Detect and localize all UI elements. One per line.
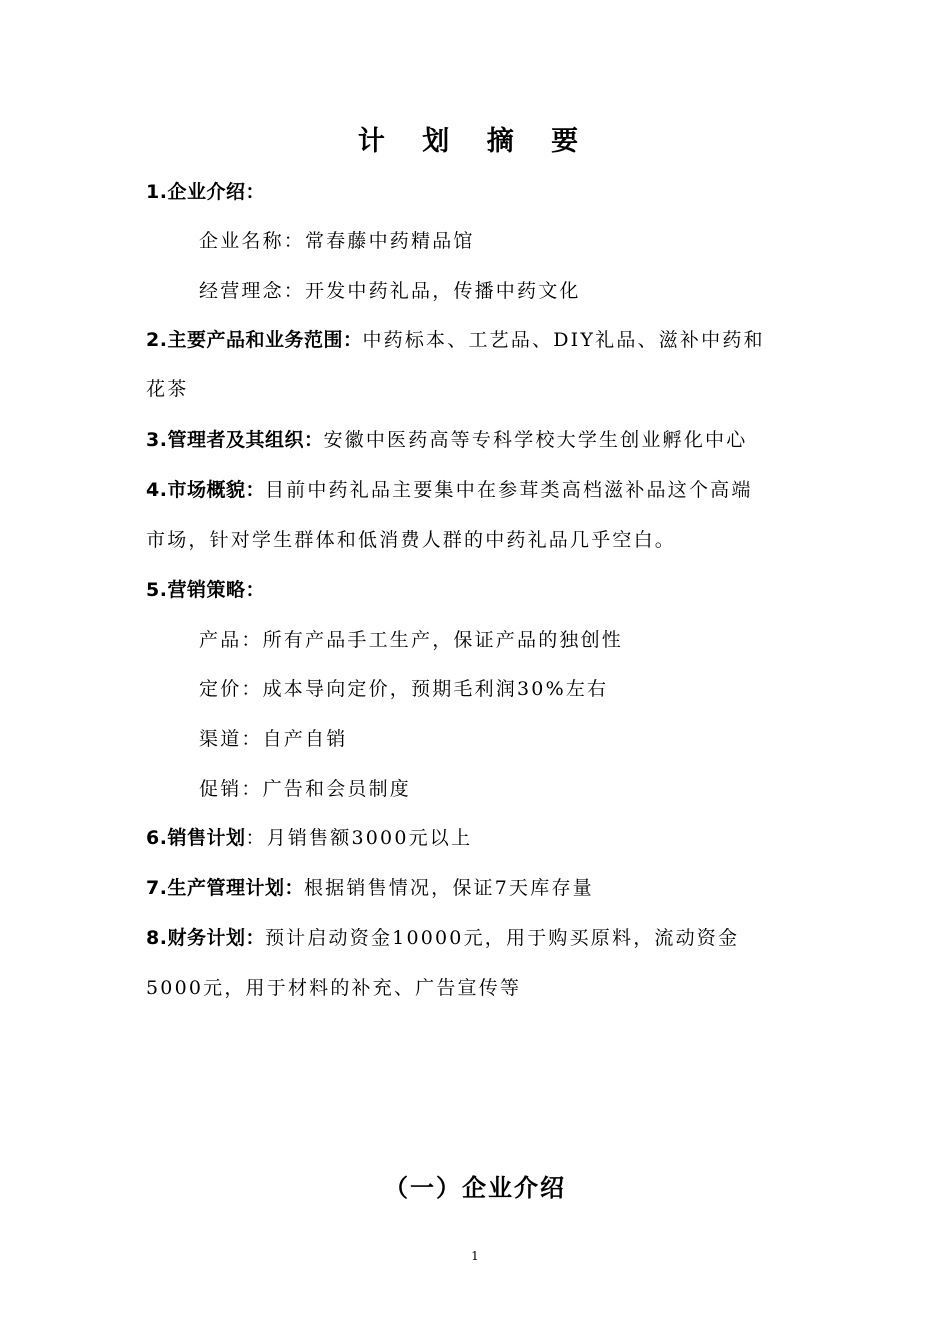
item-label: 6.销售计划 <box>146 827 246 849</box>
item-text: 预计启动资金10000元，用于购买原料，流动资金 <box>264 927 740 949</box>
financial-plan-continued: 5000元，用于材料的补充、广告宣传等 <box>146 977 522 999</box>
item-financial-plan <box>146 923 739 953</box>
item-text: 安徽中医药高等专科学校大学生创业孵化中心 <box>323 429 748 451</box>
market-overview-continued: 市场，针对学生群体和低消费人群的中药礼品几乎空白。 <box>146 529 677 551</box>
item-text: 目前中药礼品主要集中在参茸类高档滋补品这个高端 <box>264 479 753 501</box>
item-products-scope <box>146 325 765 355</box>
item-management-org <box>146 425 747 455</box>
business-philosophy-line: 经营理念：开发中药礼品，传播中药文化 <box>199 280 581 302</box>
item-label: 4.市场概貌： <box>146 479 265 501</box>
strategy-promotion-line: 促销：广告和会员制度 <box>199 778 412 800</box>
item-label: 5.营销策略： <box>146 579 265 601</box>
item-text: 根据销售情况，保证7天库存量 <box>303 877 594 899</box>
item-label: 8.财务计划： <box>146 927 265 949</box>
item-text: 中药标本、工艺品、DIY礼品、滋补中药和 <box>362 329 765 351</box>
strategy-pricing-line: 定价：成本导向定价，预期毛利润30%左右 <box>199 678 609 700</box>
item-label: 3.管理者及其组织： <box>146 429 324 451</box>
enterprise-name-line: 企业名称：常春藤中药精品馆 <box>199 230 475 252</box>
item-market-overview <box>146 475 753 505</box>
item-label: 2.主要产品和业务范围： <box>146 329 363 351</box>
item-marketing-strategy <box>146 575 265 605</box>
item-label: 1.企业介绍： <box>146 181 265 203</box>
strategy-product-line: 产品：所有产品手工生产，保证产品的独创性 <box>199 629 624 651</box>
strategy-channel-line: 渠道：自产自销 <box>199 728 348 750</box>
item-sales-plan <box>146 823 472 853</box>
item-label: 7.生产管理计划： <box>146 877 304 899</box>
products-scope-continued: 花茶 <box>146 378 189 400</box>
page-title: 计 划 摘 要 <box>357 126 593 157</box>
page-number: 1 <box>471 1249 479 1263</box>
section-title: （一）企业介绍 <box>384 1174 566 1202</box>
item-enterprise-intro <box>146 177 265 207</box>
item-text: ：月销售额3000元以上 <box>245 827 473 849</box>
item-production-plan <box>146 873 594 903</box>
